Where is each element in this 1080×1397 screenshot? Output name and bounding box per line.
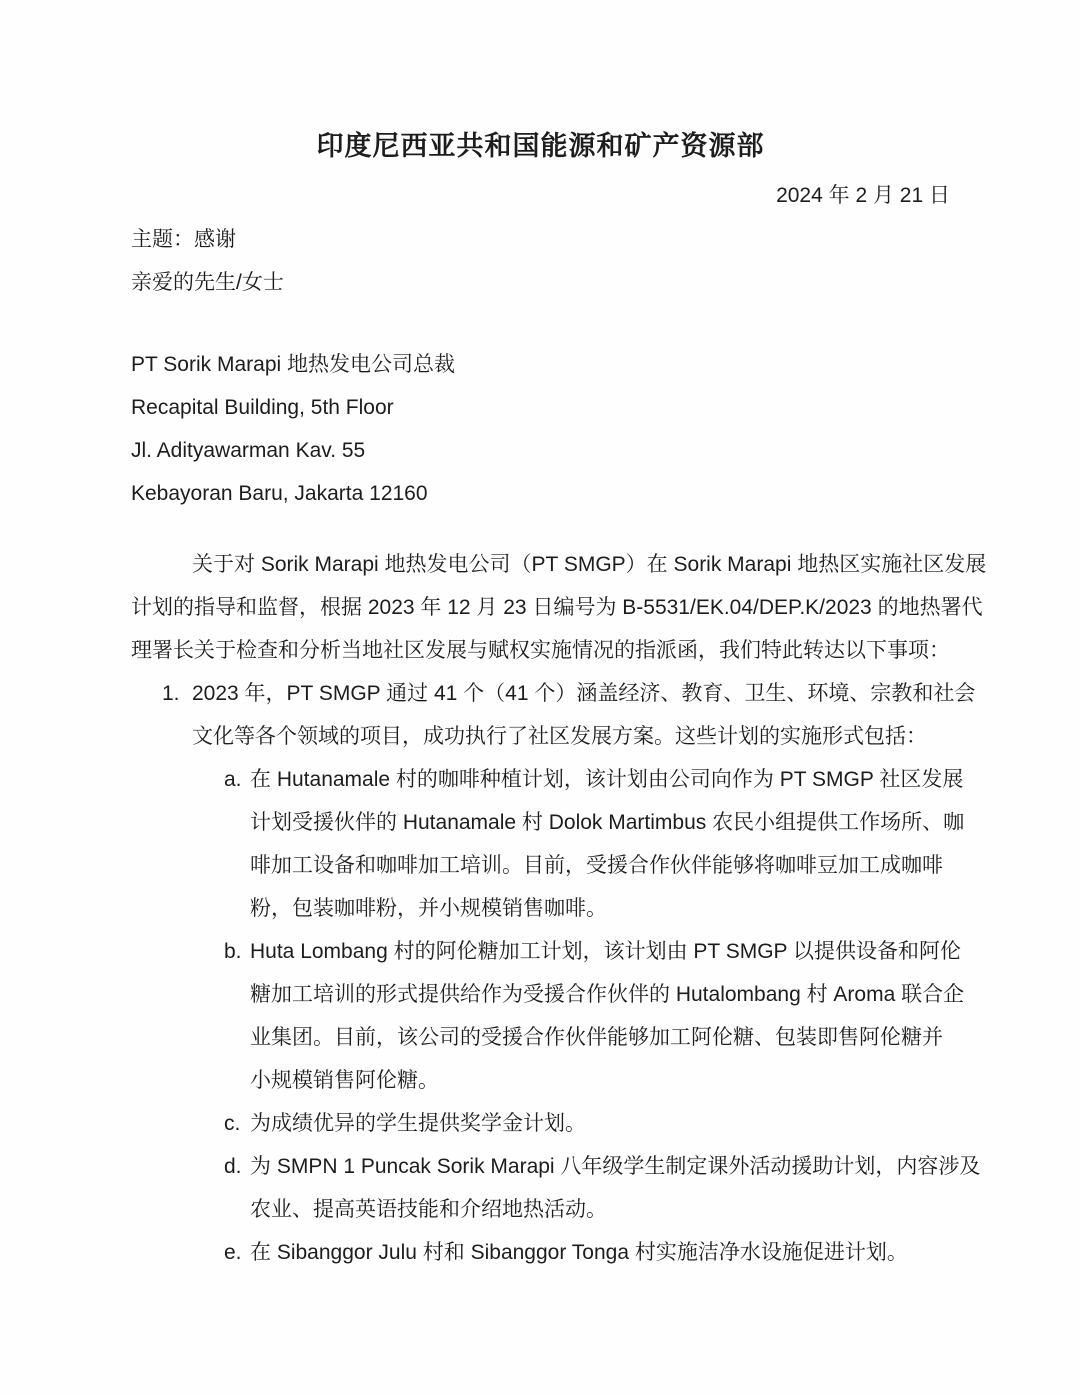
item-line: 为成绩优异的学生提供奖学金计划。: [250, 1112, 586, 1135]
list-marker-a: a.: [224, 768, 242, 791]
sub-item-b: [131, 930, 965, 1102]
item-line: 计划受援伙伴的 Hutanamale 村 Dolok Martimbus 农民小组提供工作场所、咖: [250, 811, 965, 834]
item-line: 农业、提高英语技能和介绍地热活动。: [250, 1198, 607, 1221]
list-marker-b: b.: [224, 940, 242, 963]
recipient-block: [131, 343, 455, 515]
recipient-line: PT Sorik Marapi 地热发电公司总裁: [131, 353, 455, 376]
item-line: Huta Lombang 村的阿伦糖加工计划，该计划由 PT SMGP 以提供设备和阿伦: [250, 940, 962, 963]
document-title: 印度尼西亚共和国能源和矿产资源部: [316, 131, 765, 161]
intro-line: 计划的指导和监督，根据 2023 年 12 月 23 日编号为 B-5531/EK.04/DEP.K/2023 的地热署代: [131, 596, 983, 619]
subject-line: 主题：感谢: [131, 228, 236, 251]
item-line: 在 Sibanggor Julu 村和 Sibanggor Tonga 村实施洁净水设施促进计划。: [250, 1241, 908, 1264]
intro-line: 关于对 Sorik Marapi 地热发电公司（PT SMGP）在 Sorik Marapi 地热区实施社区发展: [192, 553, 987, 576]
intro-line: 理署长关于检查和分析当地社区发展与赋权实施情况的指派函，我们特此转达以下事项：: [131, 639, 950, 662]
intro-paragraph: [131, 543, 987, 672]
sub-item-d: [131, 1145, 981, 1231]
item-line: 粉，包装咖啡粉，并小规模销售咖啡。: [250, 897, 607, 920]
item-line: 业集团。目前，该公司的受援合作伙伴能够加工阿伦糖、包装即售阿伦糖并: [250, 1026, 943, 1049]
list-marker-c: c.: [224, 1112, 241, 1135]
item-line: 啡加工设备和咖啡加工培训。目前，受援合作伙伴能够将咖啡豆加工成咖啡: [250, 854, 943, 877]
item-line: 糖加工培训的形式提供给作为受援合作伙伴的 Hutalombang 村 Aroma 联合企: [250, 983, 965, 1006]
list-item-1: [131, 672, 976, 758]
sub-item-c: [131, 1102, 950, 1145]
recipient-line: Kebayoran Baru, Jakarta 12160: [131, 482, 428, 505]
sub-item-e: [131, 1231, 950, 1274]
recipient-line: Recapital Building, 5th Floor: [131, 396, 394, 419]
item-line: 2023 年，PT SMGP 通过 41 个（41 个）涵盖经济、教育、卫生、环境、宗教和社会: [192, 682, 976, 705]
list-marker-1: 1.: [162, 682, 180, 705]
item-line: 文化等各个领域的项目，成功执行了社区发展方案。这些计划的实施形式包括：: [192, 725, 927, 748]
letter-body: [131, 543, 987, 1274]
salutation-line: 亲爱的先生/女士: [131, 271, 284, 294]
item-line: 为 SMPN 1 Puncak Sorik Marapi 八年级学生制定课外活动援助计划，内容涉及: [250, 1155, 981, 1178]
recipient-line: Jl. Adityawarman Kav. 55: [131, 439, 366, 462]
item-line: 在 Hutanamale 村的咖啡种植计划，该计划由公司向作为 PT SMGP 社区发展: [250, 768, 964, 791]
item-line: 小规模销售阿伦糖。: [250, 1069, 439, 1092]
list-marker-e: e.: [224, 1241, 242, 1264]
sub-item-a: [131, 758, 965, 930]
date-line: 2024 年 2 月 21 日: [776, 184, 950, 207]
list-marker-d: d.: [224, 1155, 242, 1178]
